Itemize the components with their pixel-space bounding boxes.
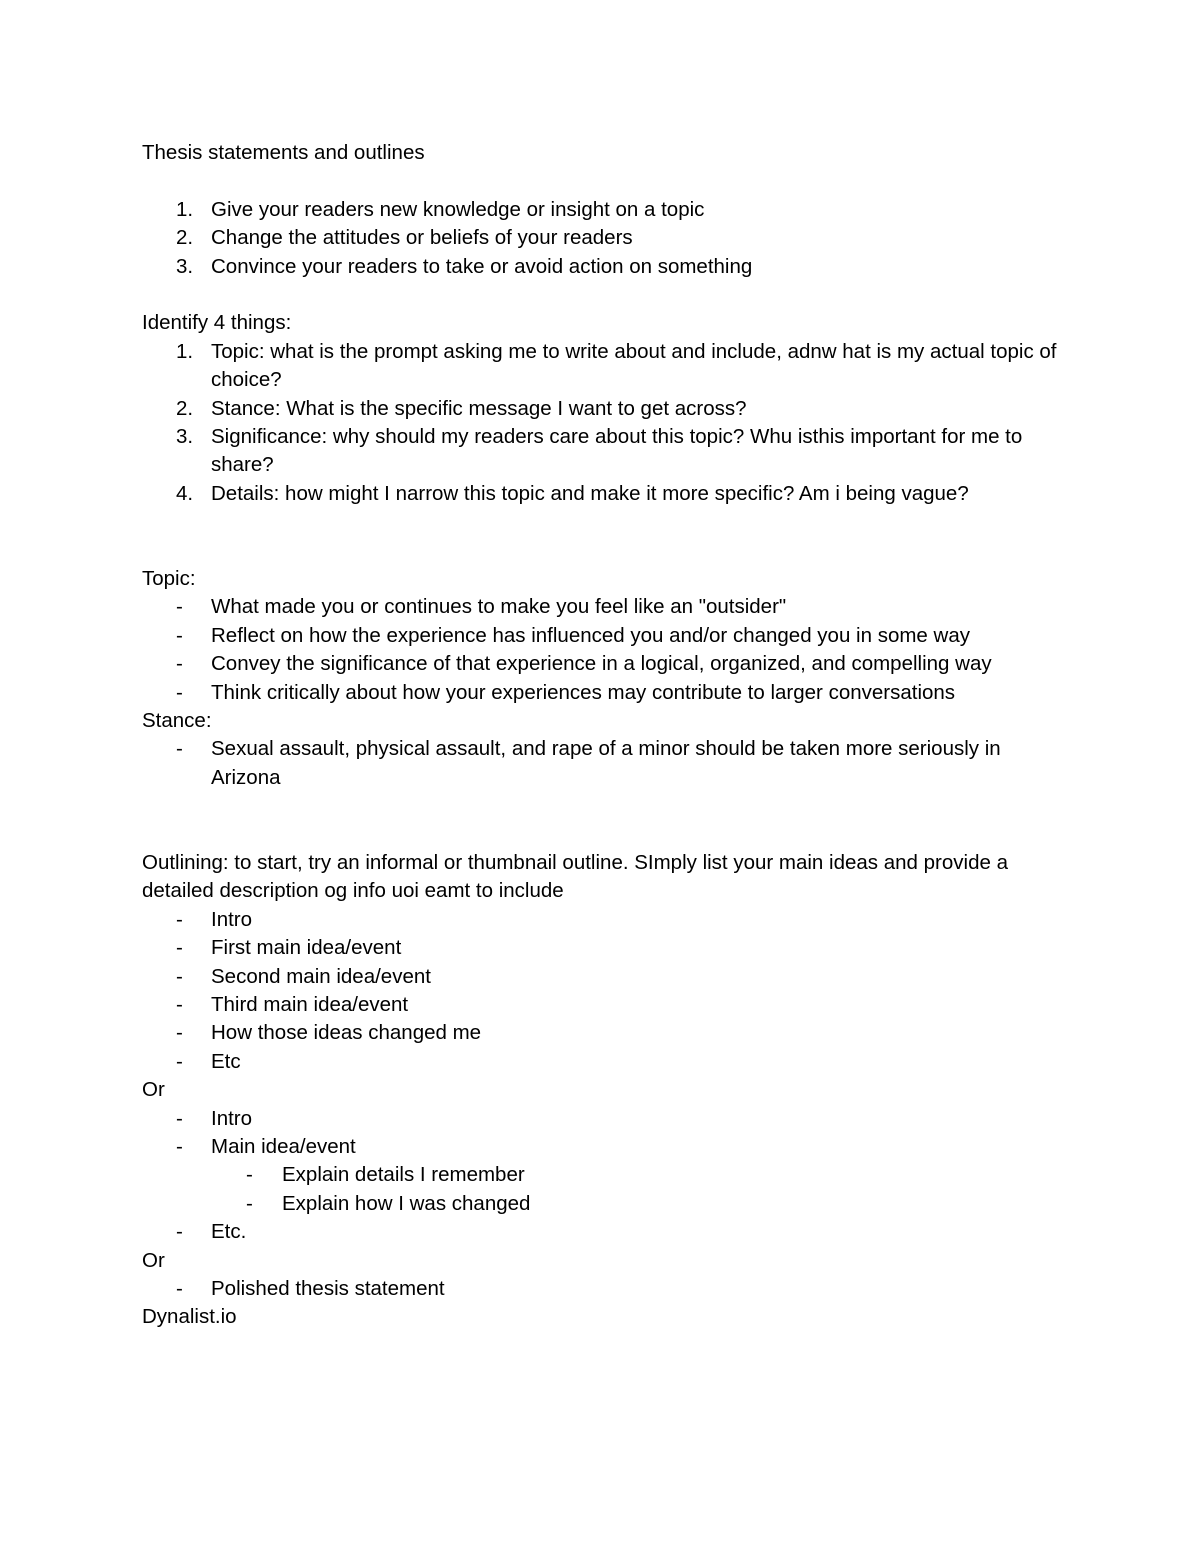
spacer xyxy=(142,537,1062,565)
outline-item xyxy=(142,963,1062,991)
outline-item xyxy=(142,906,1062,934)
outline-text: Etc. xyxy=(211,1220,247,1244)
topic-text: What made you or continues to make you feel like an "outsider" xyxy=(211,595,787,619)
document-title: Thesis statements and outlines xyxy=(142,141,425,164)
outline-subtext: Explain details I remember xyxy=(282,1163,525,1187)
outline-item xyxy=(142,1133,1062,1161)
outline-subitem xyxy=(142,1190,1062,1218)
topic-text: Reflect on how the experience has influenced you and/or changed you in some way xyxy=(211,623,970,647)
identify-text: Topic: what is the prompt asking me to write about and include, adnw hat is my actual topic of choice? xyxy=(211,339,1057,392)
list-dash: - xyxy=(176,1220,183,1244)
purpose-item xyxy=(142,253,1062,281)
spacer xyxy=(142,792,1062,820)
purpose-text: Convince your readers to take or avoid action on something xyxy=(211,254,753,278)
outline-text: Etc xyxy=(211,1049,241,1073)
outline-text: Main idea/event xyxy=(211,1135,356,1159)
list-dash: - xyxy=(176,623,183,647)
list-number: 3. xyxy=(176,254,194,278)
list-dash: - xyxy=(176,595,183,619)
topic-item xyxy=(142,622,1062,650)
list-dash: - xyxy=(176,1049,183,1073)
identify-heading: Identify 4 things: xyxy=(142,311,292,335)
list-number: 1. xyxy=(176,339,194,363)
purpose-text: Give your readers new knowledge or insight on a topic xyxy=(211,197,705,221)
topic-item xyxy=(142,679,1062,707)
list-dash: - xyxy=(176,1277,183,1301)
spacer xyxy=(142,167,1062,195)
list-number: 3. xyxy=(176,425,194,448)
spacer xyxy=(142,821,1062,849)
spacer xyxy=(142,281,1062,309)
identify-item xyxy=(142,423,1062,480)
list-dash: - xyxy=(176,936,183,960)
purpose-text: Change the attitudes or beliefs of your readers xyxy=(211,226,633,250)
topic-text: Convey the significance of that experience in a logical, organized, and compelling way xyxy=(211,652,992,676)
list-dash: - xyxy=(176,1106,183,1130)
spacer xyxy=(142,508,1062,536)
list-number: 4. xyxy=(176,481,194,505)
list-number: 2. xyxy=(176,226,194,250)
or-separator: Or xyxy=(142,1248,165,1272)
outline-text: Third main idea/event xyxy=(211,993,409,1016)
document-body xyxy=(142,139,1062,1332)
outline-subtext: Explain how I was changed xyxy=(282,1191,531,1215)
list-dash: - xyxy=(176,652,183,676)
stance-heading: Stance: xyxy=(142,709,212,733)
identify-text: Significance: why should my readers care about this topic? Whu isthis important for me to share? xyxy=(211,425,1023,477)
list-dash: - xyxy=(176,907,183,931)
outline-item xyxy=(142,1275,1062,1303)
list-number: 1. xyxy=(176,197,194,221)
stance-item xyxy=(142,735,1062,792)
purpose-item xyxy=(142,196,1062,224)
outline-subitem xyxy=(142,1161,1062,1189)
list-dash: - xyxy=(176,1021,183,1045)
or-separator: Or xyxy=(142,1078,165,1102)
outline-text: First main idea/event xyxy=(211,936,402,960)
stance-text: Sexual assault, physical assault, and rape of a minor should be taken more seriously in Arizona xyxy=(211,737,1001,789)
purpose-item xyxy=(142,224,1062,252)
identify-item xyxy=(142,338,1062,395)
outline-item xyxy=(142,1105,1062,1133)
list-dash: - xyxy=(176,993,183,1016)
list-dash: - xyxy=(176,680,183,704)
identify-item xyxy=(142,395,1062,423)
topic-item xyxy=(142,650,1062,678)
list-dash: - xyxy=(176,964,183,988)
topic-heading: Topic: xyxy=(142,567,196,590)
list-dash: - xyxy=(176,737,183,761)
outline-item xyxy=(142,934,1062,962)
outline-text: Intro xyxy=(211,1106,253,1130)
outline-text: Polished thesis statement xyxy=(211,1277,445,1301)
identify-text: Details: how might I narrow this topic and make it more specific? Am i being vague? xyxy=(211,481,969,505)
identify-text: Stance: What is the specific message I want to get across? xyxy=(211,396,747,420)
topic-item xyxy=(142,593,1062,621)
outline-text: Second main idea/event xyxy=(211,964,431,988)
list-number: 2. xyxy=(176,396,194,420)
outline-item xyxy=(142,1218,1062,1246)
list-dash: - xyxy=(246,1191,253,1215)
list-dash: - xyxy=(176,1135,183,1159)
outline-text: How those ideas changed me xyxy=(211,1021,482,1045)
outline-item xyxy=(142,1019,1062,1047)
identify-item xyxy=(142,480,1062,508)
topic-text: Think critically about how your experiences may contribute to larger conversations xyxy=(211,680,956,704)
list-dash: - xyxy=(246,1163,253,1187)
outline-item xyxy=(142,1048,1062,1076)
outline-item xyxy=(142,991,1062,1019)
tool-reference: Dynalist.io xyxy=(142,1305,237,1329)
outline-text: Intro xyxy=(211,907,253,931)
outlining-paragraph: Outlining: to start, try an informal or thumbnail outline. SImply list your main ideas and provide a detailed description og info uoi eamt to include xyxy=(142,851,1008,903)
